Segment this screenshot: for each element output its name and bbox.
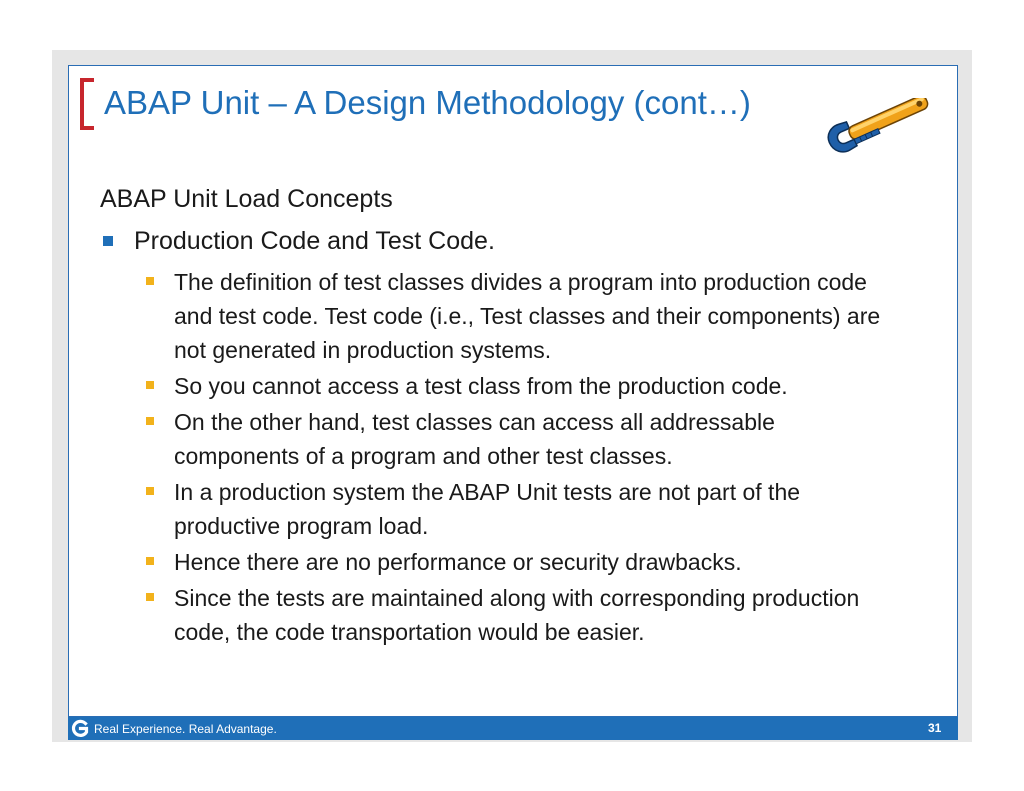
sub-bullet-item bbox=[100, 265, 904, 367]
square-bullet-icon bbox=[103, 236, 113, 246]
sub-bullet-item bbox=[100, 369, 904, 403]
sub-bullet-text: The definition of test classes divides a program into production code and test code. Test code (i.e., Test classes and their components) are not generated in production systems. bbox=[174, 269, 881, 363]
sub-bullet-text: So you cannot access a test class from the production code. bbox=[174, 373, 788, 399]
sub-bullet-text: In a production system the ABAP Unit tests are not part of the productive program load. bbox=[174, 479, 801, 539]
main-bullet-text: Production Code and Test Code. bbox=[134, 227, 495, 255]
wrench-icon bbox=[824, 98, 940, 158]
square-bullet-icon bbox=[146, 277, 154, 285]
g-logo-icon bbox=[70, 717, 90, 740]
slide-title: ABAP Unit – A Design Methodology (cont…) bbox=[104, 84, 751, 121]
sub-bullet-text: On the other hand, test classes can access all addressable components of a program and other test classes. bbox=[174, 409, 775, 469]
square-bullet-icon bbox=[146, 593, 154, 601]
sub-bullet-item bbox=[100, 475, 904, 543]
main-bullet-item bbox=[100, 225, 920, 257]
sub-bullet-list bbox=[100, 265, 920, 649]
sub-bullet-item bbox=[100, 545, 904, 579]
section-heading: ABAP Unit Load Concepts bbox=[100, 185, 393, 213]
page-number: 31 bbox=[928, 721, 942, 735]
square-bullet-icon bbox=[146, 487, 154, 495]
sub-bullet-text: Hence there are no performance or security drawbacks. bbox=[174, 549, 742, 575]
square-bullet-icon bbox=[146, 557, 154, 565]
square-bullet-icon bbox=[146, 381, 154, 389]
title-bracket-icon bbox=[80, 78, 94, 130]
slide-content bbox=[100, 183, 920, 651]
sub-bullet-item bbox=[100, 405, 904, 473]
square-bullet-icon bbox=[146, 417, 154, 425]
sub-bullet-item bbox=[100, 581, 904, 649]
sub-bullet-text: Since the tests are maintained along with corresponding production code, the code transportation would be easier. bbox=[174, 585, 860, 645]
footer-tagline: Real Experience. Real Advantage. bbox=[94, 722, 277, 736]
